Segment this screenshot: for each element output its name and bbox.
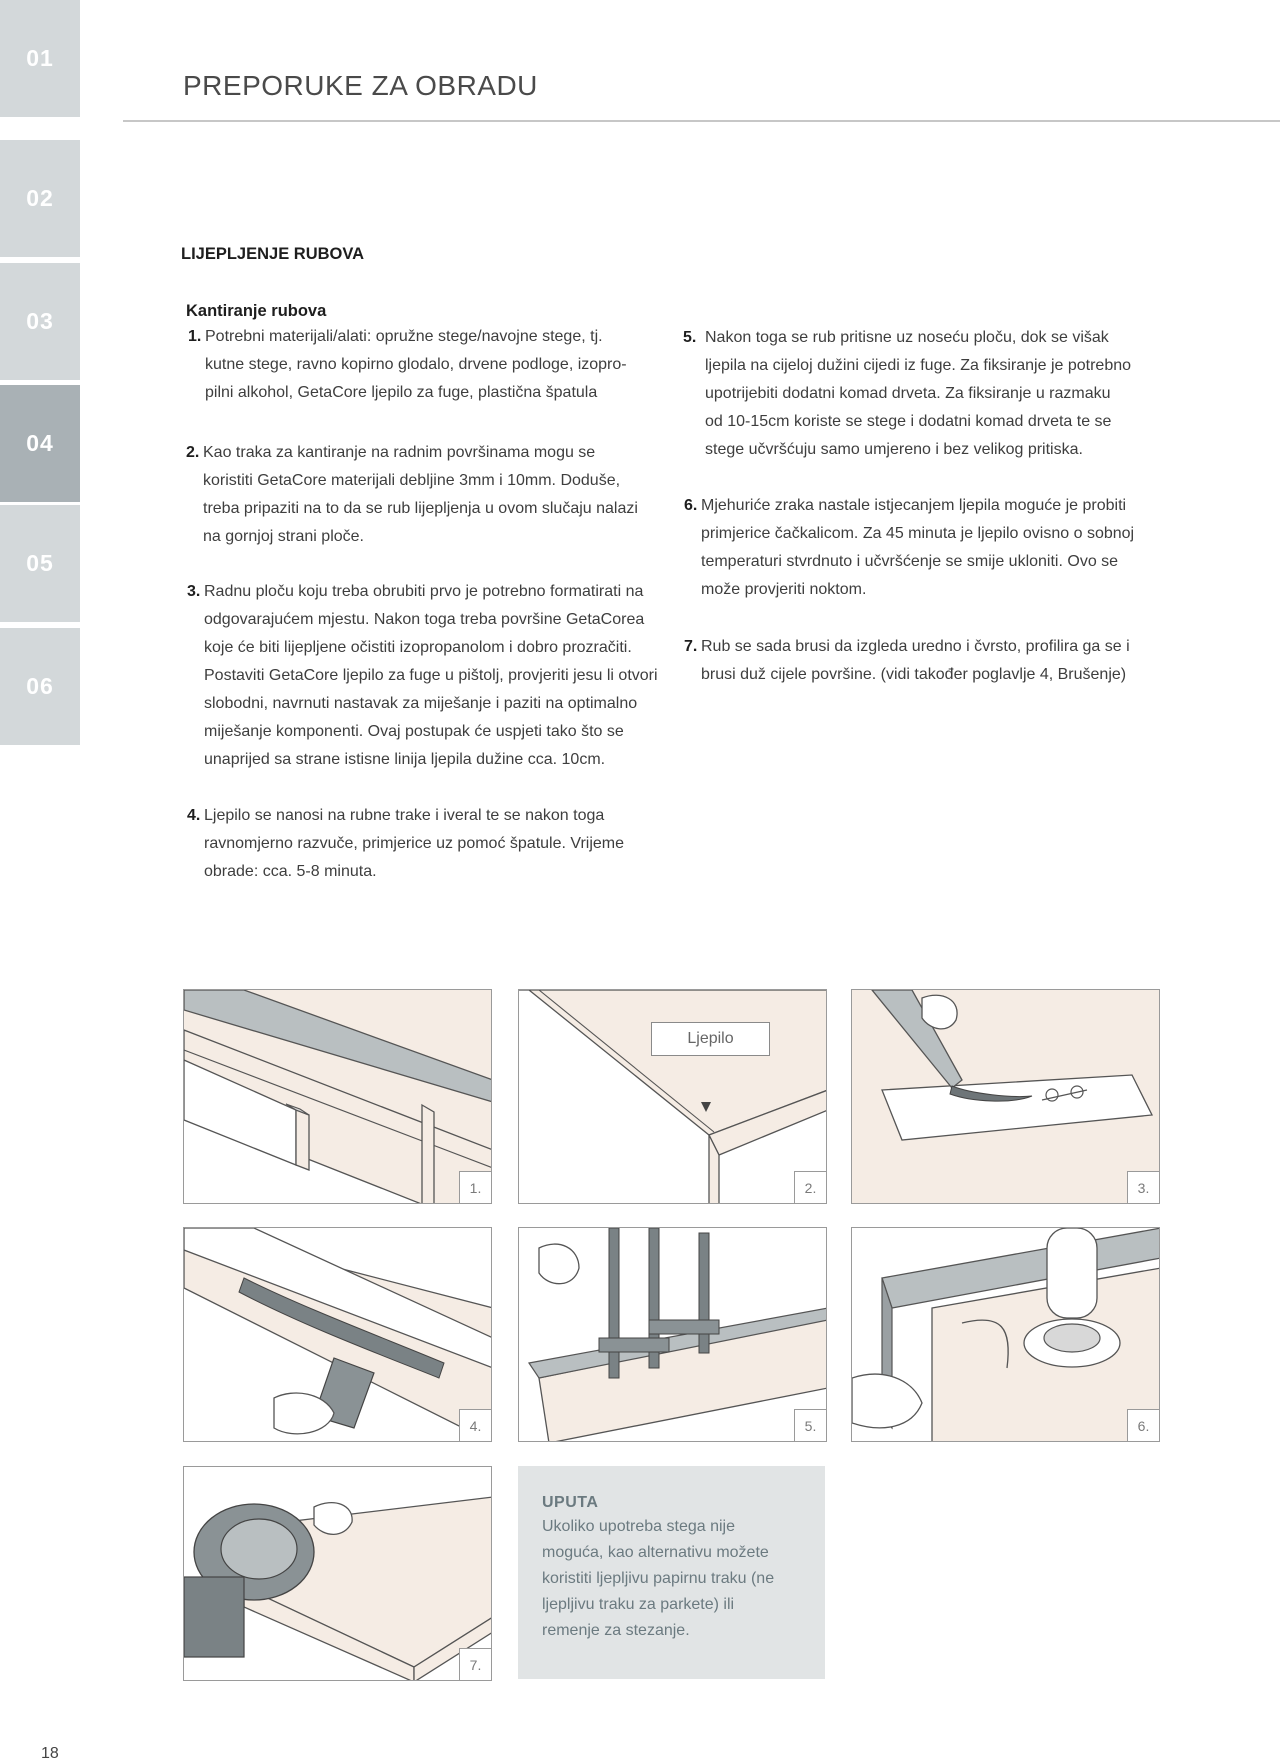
figure-6 bbox=[851, 1227, 1160, 1442]
glue-label: Ljepilo bbox=[651, 1022, 770, 1056]
sander-illustration bbox=[184, 1467, 492, 1681]
step-line: odgovarajućem mjestu. Nakon toga treba površine GetaCorea bbox=[204, 611, 645, 628]
step-line: na gornjoj strani ploče. bbox=[203, 528, 364, 545]
step-number: 4. bbox=[187, 807, 201, 824]
step-line: koristiti GetaCore materijali debljine 3mm i 10mm. Doduše, bbox=[203, 472, 621, 489]
note-line: moguća, kao alternativu možete bbox=[542, 1544, 769, 1561]
step-1 bbox=[188, 323, 627, 407]
spatula-spread-illustration bbox=[184, 1228, 492, 1442]
step-2 bbox=[186, 439, 638, 551]
note-line: ljepljivu traku za parkete) ili bbox=[542, 1596, 735, 1613]
note-title: UPUTA bbox=[542, 1494, 599, 1511]
step-line: miješanje komponenti. Ovaj postupak će uspjeti tako što se bbox=[204, 723, 624, 740]
step-line: Postaviti GetaCore ljepilo za fuge u pištolj, provjeriti jesu li otvori bbox=[204, 667, 658, 684]
step-number: 3. bbox=[187, 583, 201, 600]
step-number: 7. bbox=[684, 638, 698, 655]
figure-number: 1. bbox=[459, 1171, 491, 1203]
step-line: Rub se sada brusi da izgleda uredno i čvrsto, profilira ga se i bbox=[701, 638, 1130, 655]
step-line: pilni alkohol, GetaCore ljepilo za fuge, plastična špatula bbox=[205, 384, 598, 401]
tab-04[interactable]: 04 bbox=[0, 385, 80, 502]
figure-1 bbox=[183, 989, 492, 1204]
step-7 bbox=[684, 633, 1130, 689]
step-number: 6. bbox=[684, 497, 698, 514]
step-5 bbox=[683, 324, 1132, 464]
note-line: koristiti ljepljivu papirnu traku (ne bbox=[542, 1570, 775, 1587]
note-line: Ukoliko upotreba stega nije bbox=[542, 1518, 736, 1535]
figure-7 bbox=[183, 1466, 492, 1681]
step-line: Mjehuriće zraka nastale istjecanjem ljepila moguće je probiti bbox=[701, 497, 1127, 514]
figure-number: 6. bbox=[1127, 1409, 1159, 1441]
step-line: može provjeriti noktom. bbox=[701, 581, 867, 598]
figure-2 bbox=[518, 989, 827, 1204]
figure-number: 3. bbox=[1127, 1171, 1159, 1203]
step-line: temperaturi stvrdnuto i učvršćenje se smije ukloniti. Ovo se bbox=[701, 553, 1119, 570]
step-4 bbox=[187, 802, 625, 886]
step-3 bbox=[187, 578, 658, 774]
step-line: treba pripaziti na to da se rub lijepljenja u ovom slučaju nalazi bbox=[203, 500, 638, 517]
step-number: 2. bbox=[186, 444, 200, 461]
figure-3 bbox=[851, 989, 1160, 1204]
step-line: upotrijebiti dodatni komad drveta. Za fiksiranje u razmaku bbox=[705, 385, 1111, 402]
tab-01[interactable]: 01 bbox=[0, 0, 80, 117]
note-line: remenje za stezanje. bbox=[542, 1622, 690, 1639]
step-line: brusi duž cijele površine. (vidi također poglavlje 4, Brušenje) bbox=[701, 666, 1127, 683]
step-line: Potrebni materijali/alati: opružne stege/navojne stege, tj. bbox=[205, 328, 603, 345]
step-line: kutne stege, ravno kopirno glodalo, drvene podloge, izopro- bbox=[205, 356, 627, 373]
note-box bbox=[518, 1466, 825, 1679]
step-line: Nakon toga se rub pritisne uz noseću ploču, dok se višak bbox=[705, 329, 1109, 346]
page-title: PREPORUKE ZA OBRADU bbox=[183, 70, 538, 101]
title-divider bbox=[123, 120, 1280, 122]
figure-4 bbox=[183, 1227, 492, 1442]
tab-02[interactable]: 02 bbox=[0, 140, 80, 257]
step-line: primjerice čačkalicom. Za 45 minuta je ljepilo ovisno o sobnoj bbox=[701, 525, 1135, 542]
figure-number: 2. bbox=[794, 1171, 826, 1203]
step-line: Radnu ploču koju treba obrubiti prvo je potrebno formatirati na bbox=[204, 583, 644, 600]
step-line: ravnomjerno razvuče, primjerice uz pomoć špatule. Vrijeme bbox=[204, 835, 625, 852]
tab-05[interactable]: 05 bbox=[0, 505, 80, 622]
figure-5 bbox=[518, 1227, 827, 1442]
glue-gun-illustration bbox=[852, 990, 1160, 1204]
clamps-illustration bbox=[519, 1228, 827, 1442]
step-line: obrade: cca. 5-8 minuta. bbox=[204, 863, 377, 880]
step-line: od 10-15cm koriste se stege i dodatni komad drveta te se bbox=[705, 413, 1112, 430]
step-6 bbox=[684, 492, 1135, 604]
figure-number: 7. bbox=[459, 1648, 491, 1680]
step-line: stege učvršćuju samo umjereno i bez velikog pritiska. bbox=[705, 441, 1083, 458]
edge-strips-illustration bbox=[184, 990, 492, 1204]
tab-03[interactable]: 03 bbox=[0, 263, 80, 380]
tab-06[interactable]: 06 bbox=[0, 628, 80, 745]
page-number: 18 bbox=[41, 1745, 59, 1762]
figure-number: 5. bbox=[794, 1409, 826, 1441]
step-line: slobodni, navrnuti nastavak za miješanje i paziti na optimalno bbox=[204, 695, 638, 712]
section-title: LIJEPLJENJE RUBOVA bbox=[181, 245, 365, 263]
router-trim-illustration bbox=[852, 1228, 1160, 1442]
step-line: unaprijed sa strane istisne linija ljepila dužine cca. 10cm. bbox=[204, 751, 606, 768]
section-subtitle: Kantiranje rubova bbox=[186, 302, 327, 320]
step-number: 1. bbox=[188, 328, 202, 345]
step-line: koje će biti lijepljene očistiti izopropanolom i dobro prozračiti. bbox=[204, 639, 632, 656]
figure-number: 4. bbox=[459, 1409, 491, 1441]
step-number: 5. bbox=[683, 329, 697, 346]
step-line: Kao traka za kantiranje na radnim površinama mogu se bbox=[203, 444, 596, 461]
step-line: ljepila na cijeloj dužini cijedi iz fuge. Za fiksiranje je potrebno bbox=[705, 357, 1132, 374]
step-line: Ljepilo se nanosi na rubne trake i iveral te se nakon toga bbox=[204, 807, 605, 824]
